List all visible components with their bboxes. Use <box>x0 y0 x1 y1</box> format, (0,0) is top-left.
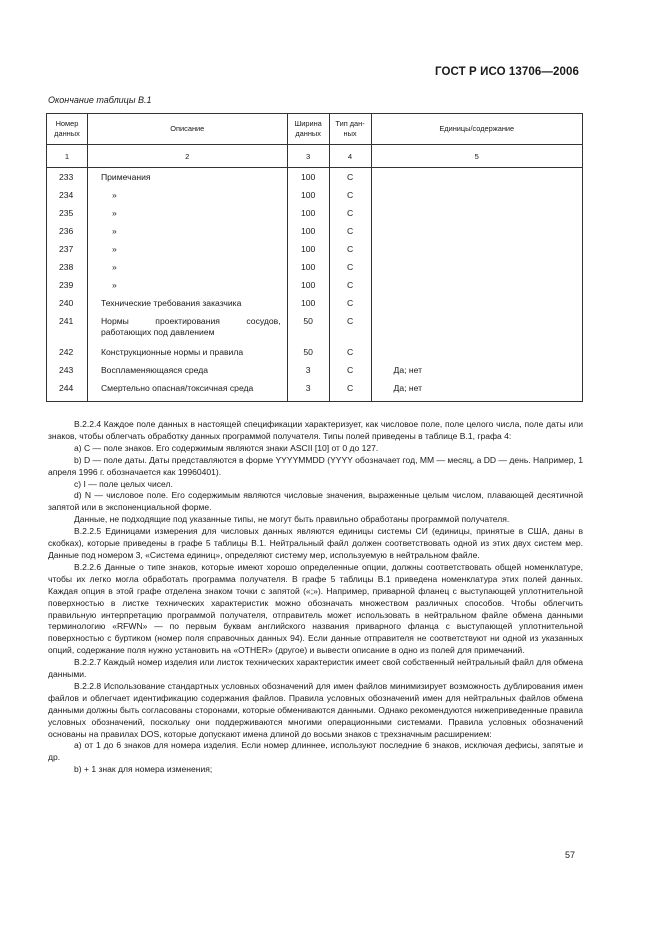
table-caption: Окончание таблицы В.1 <box>48 95 152 105</box>
cell-description: » <box>87 208 287 226</box>
table-row <box>47 298 583 316</box>
cell-type: C <box>329 347 371 365</box>
cell-units <box>371 208 583 226</box>
cell-units <box>371 316 583 347</box>
header-description: Описание <box>87 114 287 145</box>
paragraph: В.2.2.6 Данные о типе знаков, которые имеют хорошо определенные опции, должны соответствовать общей номенклатуре, чтобы их легко могла обработать программа получателя. В графе 5 таблицы В.1 приведена номенклатура этих полей данных. Каждая опция в этой графе отделена знаком точки с запятой («;»). Например, приварной фланец с выступающей уплотнительной поверхностью в листке технических характеристик можно обозначать множеством различных способов. Чтобы облегчить правильную интерпретацию программой получателя, отправитель может использовать в нейтральном файле обмена данными терминологию «RFWN» — по первым буквам английского названия приварного фланца с выступающей уплотнительной поверхностью с буртиком (номер поля справочных данных 94). Если данные отправителя не соответствуют ни одной из указанных опций, содержание поля нужно установить на «OTHER» (другое) и вывести описание в одно из полей для примечаний. <box>48 561 583 656</box>
cell-type: C <box>329 383 371 402</box>
cell-type: C <box>329 316 371 347</box>
cell-type: C <box>329 244 371 262</box>
cell-type: C <box>329 262 371 280</box>
cell-units: Да; нет <box>371 383 583 402</box>
cell-type: C <box>329 365 371 383</box>
cell-units <box>371 172 583 190</box>
table-row <box>47 208 583 226</box>
list-item: c) I — поле целых чисел. <box>74 478 173 489</box>
cell-width: 100 <box>287 298 329 316</box>
cell-description: » <box>87 280 287 298</box>
column-number: 4 <box>329 145 371 168</box>
cell-description: Конструкционные нормы и правила <box>87 347 287 365</box>
cell-number: 238 <box>47 262 88 280</box>
cell-units <box>371 262 583 280</box>
table-row <box>47 226 583 244</box>
cell-width: 3 <box>287 383 329 402</box>
cell-type: C <box>329 208 371 226</box>
data-table <box>46 113 583 402</box>
cell-width: 50 <box>287 347 329 365</box>
column-number: 1 <box>47 145 88 168</box>
header-number: Номер данных <box>47 114 88 145</box>
column-number-row <box>47 145 583 168</box>
cell-description: Примечания <box>87 172 287 190</box>
cell-number: 236 <box>47 226 88 244</box>
cell-number: 240 <box>47 298 88 316</box>
cell-number: 234 <box>47 190 88 208</box>
cell-number: 235 <box>47 208 88 226</box>
cell-units <box>371 226 583 244</box>
page-number: 57 <box>564 850 575 860</box>
cell-description: » <box>87 244 287 262</box>
document-header: ГОСТ Р ИСО 13706—2006 <box>434 66 579 78</box>
cell-type: C <box>329 172 371 190</box>
table-row <box>47 383 583 402</box>
cell-type: C <box>329 280 371 298</box>
cell-units <box>371 347 583 365</box>
cell-description: Смертельно опасная/токсичная среда <box>87 383 287 402</box>
cell-number: 237 <box>47 244 88 262</box>
table-row <box>47 280 583 298</box>
table-header-row <box>47 114 583 145</box>
cell-type: C <box>329 226 371 244</box>
cell-width: 100 <box>287 244 329 262</box>
cell-width: 100 <box>287 280 329 298</box>
cell-units <box>371 298 583 316</box>
cell-description: Нормы проектирования сосудов, работающих под давлением <box>87 316 287 347</box>
cell-description: Технические требования заказчика <box>87 298 287 316</box>
cell-width: 3 <box>287 365 329 383</box>
cell-description: » <box>87 226 287 244</box>
cell-units <box>371 244 583 262</box>
paragraph: В.2.2.7 Каждый номер изделия или листок технических характеристик имеет свой собственный нейтральный файл для обмена данными. <box>48 657 583 680</box>
list-item: b) + 1 знак для номера изменения; <box>74 764 213 775</box>
cell-type: C <box>329 190 371 208</box>
table-row <box>47 316 583 347</box>
cell-width: 100 <box>287 262 329 280</box>
cell-description: Воспламеняющаяся среда <box>87 365 287 383</box>
cell-number: 242 <box>47 347 88 365</box>
list-item: b) D — поле даты. Даты представляются в форме YYYYMMDD (YYYY обозначает год, ММ — месяц, а DD — день. Например, 1 апреля 1996 г. обозначается как 19960401). <box>48 454 583 477</box>
paragraph: Данные, не подходящие под указанные типы, не могут быть правильно обработаны программой получателя. <box>74 514 510 525</box>
paragraph: В.2.2.8 Использование стандартных условных обозначений для имен файлов минимизирует возможность дублирования имен файлов и облегчает идентификацию содержания файлов. Правила условных обозначений имен для нейтральных файлов обмена данными должны быть согласованы сторонами, которые обмениваются данными. Однако рекомендуются нижеприведенные правила условных обозначений, поскольку они поддерживаются многими операционными системами. Правила условных обозначений основаны на правилах DOS, которые допускают имена длиной до восьми знаков с трехзначным расширением: <box>48 680 583 739</box>
header-type: Тип дан- ных <box>329 114 371 145</box>
column-number: 5 <box>371 145 583 168</box>
table-row <box>47 347 583 365</box>
cell-description: » <box>87 262 287 280</box>
cell-width: 50 <box>287 316 329 347</box>
cell-units <box>371 190 583 208</box>
table-row <box>47 244 583 262</box>
paragraph: В.2.2.4 Каждое поле данных в настоящей спецификации характеризует, как числовое поле, поле целого числа, поле даты или знаков, чтобы облегчать обработку данных программой получателя. Типы полей приведены в таблице В.1, графа 4: <box>48 419 583 441</box>
cell-width: 100 <box>287 226 329 244</box>
column-number: 3 <box>287 145 329 168</box>
cell-width: 100 <box>287 208 329 226</box>
header-units: Единицы/содержание <box>371 114 583 145</box>
table-row <box>47 365 583 383</box>
cell-number: 239 <box>47 280 88 298</box>
list-item: a) С — поле знаков. Его содержимым являются знаки ASCII [10] от 0 до 127. <box>74 442 379 453</box>
cell-description: » <box>87 190 287 208</box>
cell-number: 243 <box>47 365 88 383</box>
paragraph: В.2.2.5 Единицами измерения для числовых данных являются единицы системы СИ (единицы, принятые в США, даны в скобках), которые приведены в графе 5 таблицы В.1. Нейтральный файл должен соответствовать одной из этих двух систем мер. Данные под номером 3, «Система единиц», определяют систему мер, используемую в нейтральном файле. <box>48 526 583 560</box>
cell-units <box>371 280 583 298</box>
list-item: d) N — числовое поле. Его содержимым являются числовые значения, выраженные целым числом, плавающей десятичной запятой или в экспоненциальной форме. <box>48 490 583 513</box>
table-row <box>47 190 583 208</box>
cell-number: 233 <box>47 172 88 190</box>
cell-number: 241 <box>47 316 88 347</box>
column-number: 2 <box>87 145 287 168</box>
cell-width: 100 <box>287 172 329 190</box>
body-text <box>48 419 583 776</box>
cell-units: Да; нет <box>371 365 583 383</box>
cell-width: 100 <box>287 190 329 208</box>
header-width: Ширина данных <box>287 114 329 145</box>
cell-number: 244 <box>47 383 88 402</box>
table-row <box>47 172 583 190</box>
cell-type: C <box>329 298 371 316</box>
table-row <box>47 262 583 280</box>
list-item: a) от 1 до 6 знаков для номера изделия. Если номер длиннее, используют последние 6 знаков, исключая дефисы, запятые и др. <box>48 740 583 763</box>
